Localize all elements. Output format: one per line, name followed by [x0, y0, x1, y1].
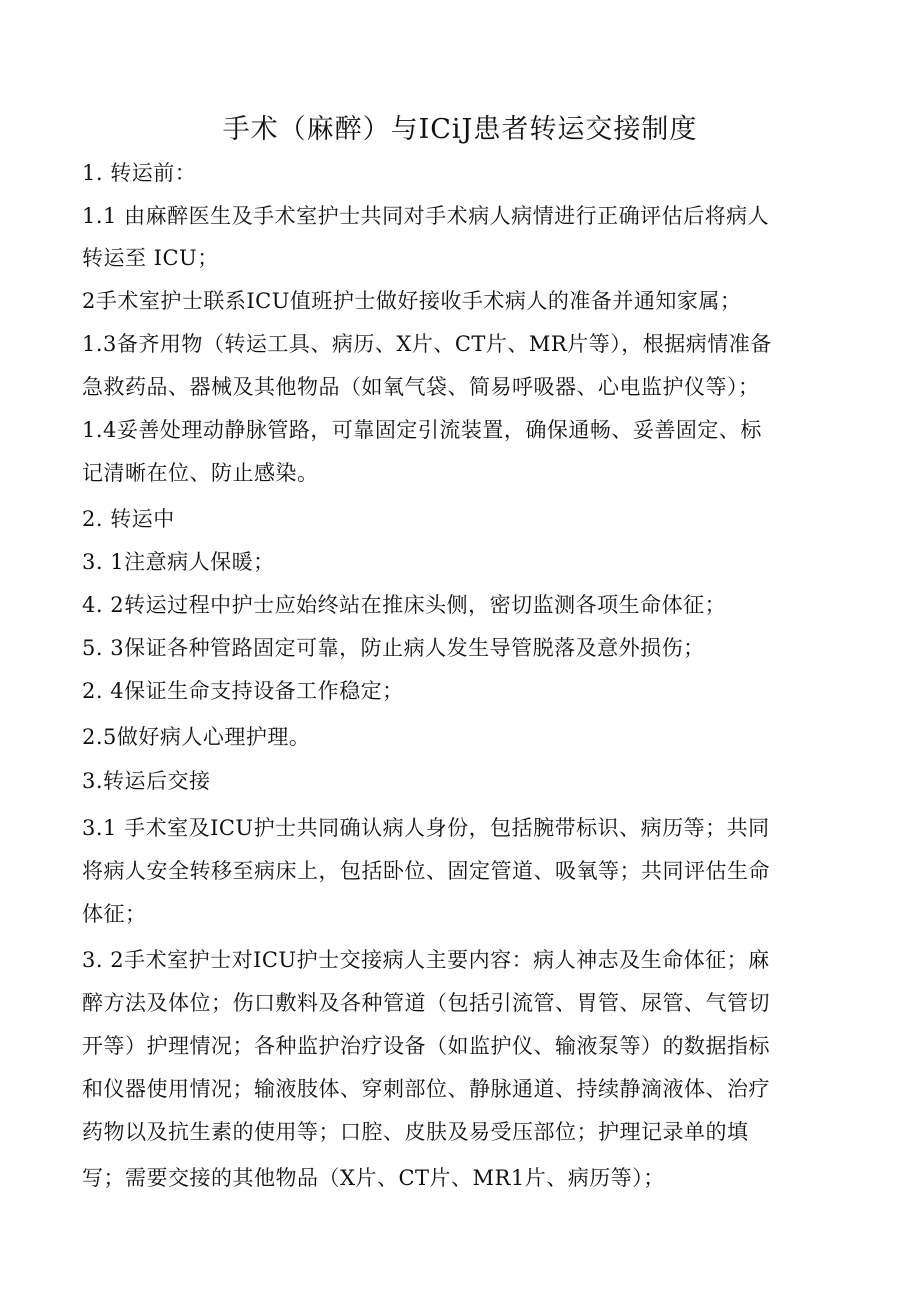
text-line: 4. 2转运过程中护士应始终站在推床头侧，密切监测各项生命体征；: [82, 593, 727, 617]
text-line: 2. 转运中: [82, 507, 175, 531]
document-title: 手术（麻醉）与ICiJ患者转运交接制度: [222, 114, 698, 145]
text-line: 和仪器使用情况；输液肢体、穿刺部位、静脉通道、持续静滴液体、治疗: [82, 1077, 770, 1101]
text-line: 醉方法及体位；伤口敷料及各种管道（包括引流管、胃管、尿管、气管切: [82, 991, 770, 1015]
text-line: 转运至 ICU；: [82, 246, 219, 270]
text-line: 3. 2手术室护士对ICU护士交接病人主要内容：病人神志及生命体征；麻: [82, 948, 770, 972]
text-line: 1.3备齐用物（转运工具、病历、X片、CT片、MR片等），根据病情准备: [82, 332, 772, 356]
text-line: 2. 4保证生命支持设备工作稳定；: [82, 679, 404, 703]
text-line: 将病人安全转移至病床上，包括卧位、固定管道、吸氧等；共同评估生命: [82, 859, 770, 883]
text-line: 2手术室护士联系ICU值班护士做好接收手术病人的准备并通知家属；: [82, 289, 742, 313]
text-line: 1.4妥善处理动静脉管路，可靠固定引流装置，确保通畅、妥善固定、标: [82, 418, 762, 442]
text-line: 写；需要交接的其他物品（X片、CT片、MR1片、病历等）；: [82, 1166, 665, 1190]
text-line: 3.1 手术室及ICU护士共同确认病人身份，包括腕带标识、病历等；共同: [82, 816, 770, 840]
text-line: 2.5做好病人心理护理。: [82, 725, 311, 749]
text-line: 3. 1注意病人保暖；: [82, 550, 275, 574]
text-line: 1. 转运前：: [82, 161, 197, 185]
text-line: 5. 3保证各种管路固定可靠，防止病人发生导管脱落及意外损伤；: [82, 636, 705, 660]
text-line: 3.转运后交接: [82, 769, 211, 793]
text-line: 药物以及抗生素的使用等；口腔、皮肤及易受压部位；护理记录单的填: [82, 1120, 749, 1144]
text-line: 急救药品、器械及其他物品（如氧气袋、简易呼吸器、心电监护仪等）；: [82, 375, 760, 399]
text-line: 1.1 由麻醉医生及手术室护士共同对手术病人病情进行正确评估后将病人: [82, 204, 770, 228]
text-line: 体征；: [82, 902, 147, 926]
text-line: 记清晰在位、防止感染。: [82, 461, 319, 485]
text-line: 开等）护理情况；各种监护治疗设备（如监护仪、输液泵等）的数据指标: [82, 1034, 770, 1058]
